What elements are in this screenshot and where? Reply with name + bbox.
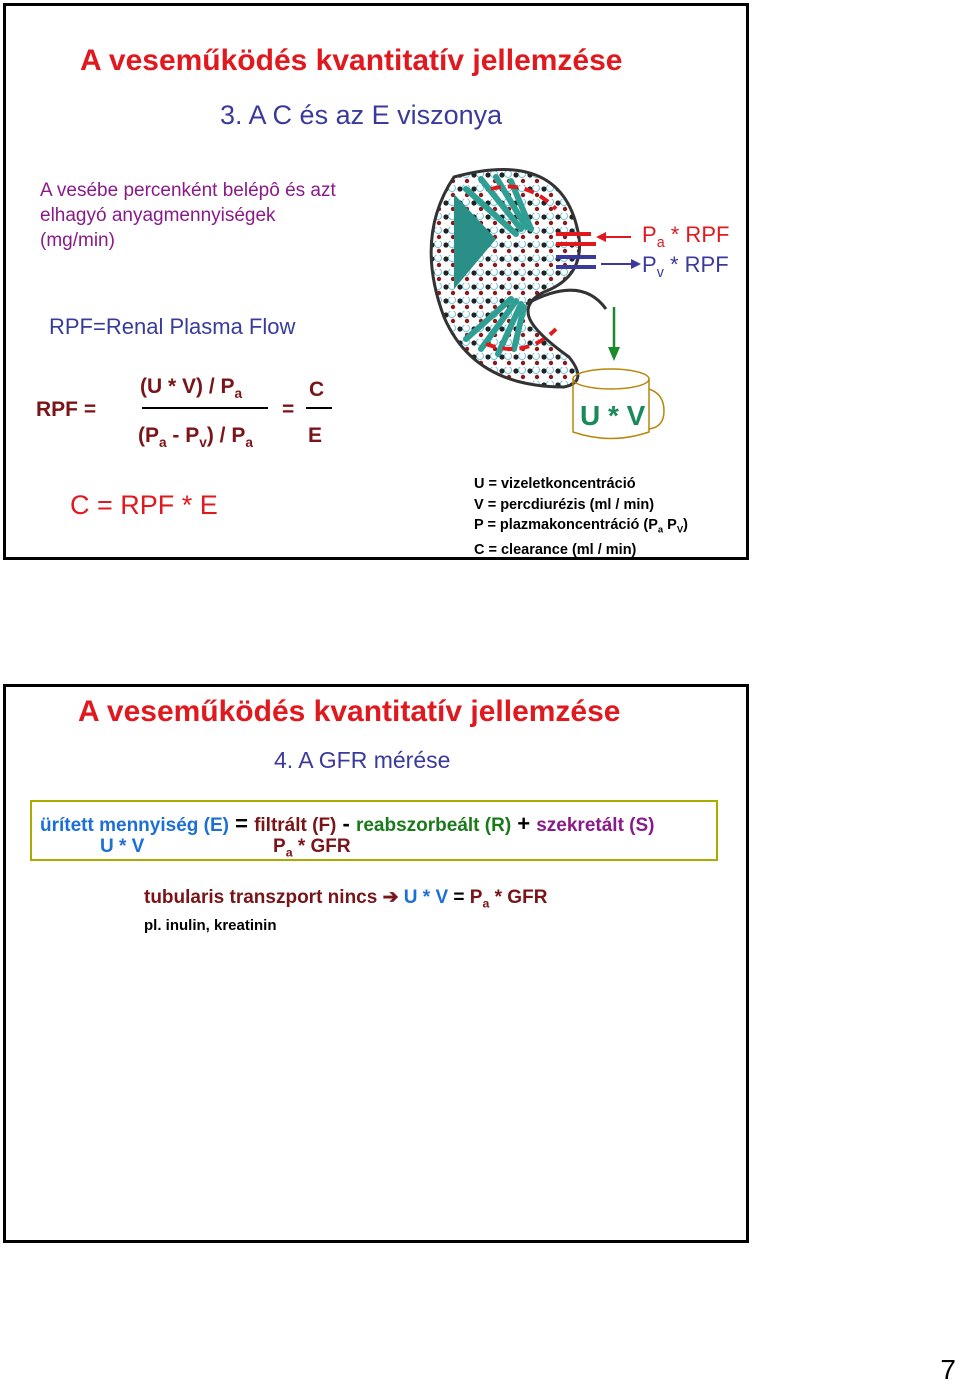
urine-label: U * V xyxy=(580,400,646,431)
formula-equals: = xyxy=(282,398,295,421)
rpf-definition: RPF=Renal Plasma Flow xyxy=(49,314,296,339)
formula-numerator: $(U * V) / P_a$ xyxy=(140,375,243,401)
slide-title: A veseműködés kvantitatív jellemzése xyxy=(80,44,623,77)
fraction-bar xyxy=(142,407,268,409)
slide-subtitle: 3. A C és az E viszonya xyxy=(220,100,503,130)
no-transport-note: tubularis transzport nincs ➔ $U * V = P_a$ * GFR xyxy=(144,887,548,911)
variable-legend: U = vizeletkoncentráció V = percdiurézis (ml / min) P = plazmakoncentráció ($P_a$ $P_V$) C = clearance (ml / min) xyxy=(474,476,688,558)
slide-c-and-e xyxy=(3,3,749,560)
formula-lhs: RPF = xyxy=(36,398,97,421)
formula-denominator: $(P_a - P_v) / P_a$ xyxy=(138,424,253,450)
page-number: 7 xyxy=(940,1354,956,1385)
slide-gfr-measurement xyxy=(3,684,749,1243)
venous-label: $P_v$ * RPF xyxy=(642,252,729,281)
intro-text: A vesébe percenként belépô és azt elhagyó anyagmennyiségek (mg/min) xyxy=(40,180,336,251)
ce-fraction-bar xyxy=(306,407,332,409)
slide-title: A veseműködés kvantitatív jellemzése xyxy=(78,695,621,728)
kidney-cortex xyxy=(431,170,579,388)
formula-c: C xyxy=(309,378,325,401)
slide-subtitle: 4. A GFR mérése xyxy=(274,747,451,773)
c-equation: C = RPF * E xyxy=(70,490,218,520)
excreted-expression: U * V xyxy=(100,836,145,857)
arterial-label: $P_a$ * RPF xyxy=(642,222,730,251)
down-arrow-icon xyxy=(608,347,620,361)
arrow-right-icon: ➔ xyxy=(382,887,399,908)
examples-text: pl. inulin, kreatinin xyxy=(144,917,277,934)
kidney-illustration-icon xyxy=(406,149,736,449)
balance-equation: ürített mennyiség (E) = filtrált (F) - reabszorbeált (R) + szekretált (S) xyxy=(40,811,655,836)
filtered-expression: $P_a$ * GFR xyxy=(273,836,351,860)
formula-e: E xyxy=(308,424,323,447)
